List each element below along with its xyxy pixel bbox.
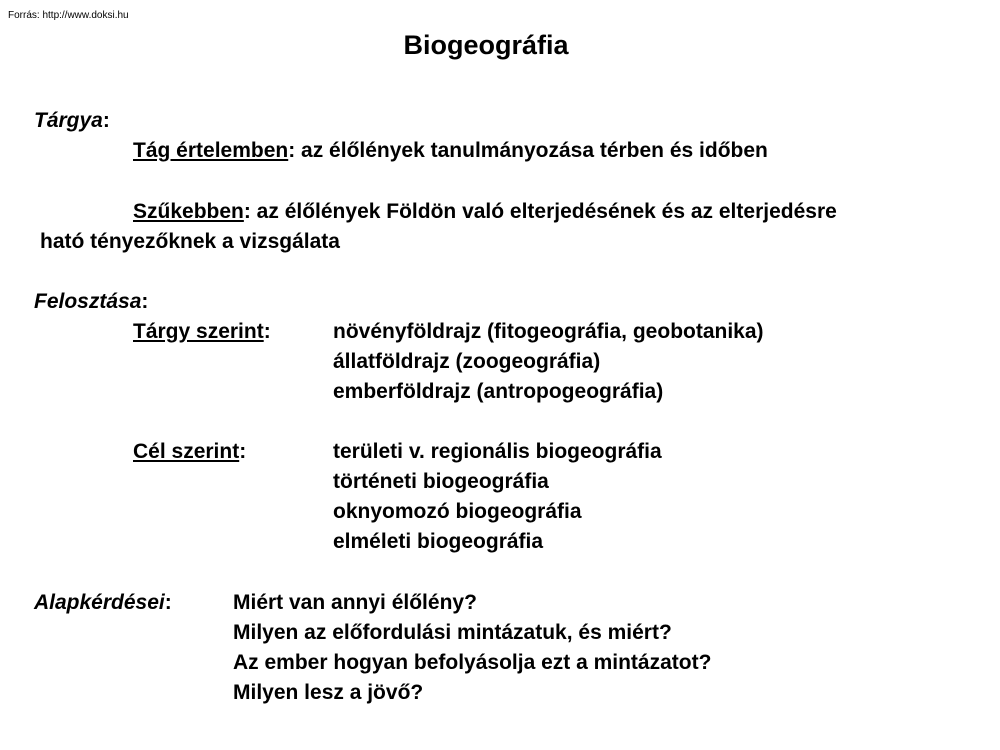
targya-heading — [34, 106, 110, 136]
alapkerdesei-heading-colon: : — [164, 591, 172, 614]
szukebben-text: : az élőlények Földön való elterjedésének és az elterjedésre — [243, 200, 837, 223]
alapkerdes-item: Milyen az előfordulási mintázatuk, és miért? — [233, 621, 672, 644]
targya-tag-line — [133, 136, 768, 166]
targy-szerint-label-line — [133, 317, 271, 347]
alapkerdes-item: Miért van annyi élőlény? — [233, 591, 477, 614]
source-note: Forrás: http://www.doksi.hu — [8, 10, 129, 21]
szukebben-label: Szűkebben — [133, 200, 244, 223]
alapkerdes-item: Milyen lesz a jövő? — [233, 681, 424, 704]
targy-szerint-colon: : — [263, 320, 271, 343]
cel-szerint-item: történeti biogeográfia — [333, 470, 549, 493]
targy-szerint-item: emberföldrajz (antropogeográfia) — [333, 380, 664, 403]
targya-szuk-line — [133, 197, 837, 227]
cel-szerint-colon: : — [239, 440, 247, 463]
felosztasa-heading — [34, 287, 148, 317]
felosztasa-heading-colon: : — [141, 290, 149, 313]
tag-ertelemben-text: : az élőlények tanulmányozása térben és időben — [288, 139, 768, 162]
szukebben-text-continued: ható tényezőknek a vizsgálata — [40, 230, 340, 253]
alapkerdesei-heading — [34, 588, 172, 618]
cel-szerint-item: elméleti biogeográfia — [333, 530, 544, 553]
alapkerdesei-heading-label: Alapkérdései — [34, 591, 165, 614]
targya-heading-label: Tárgya — [34, 109, 103, 132]
targy-szerint-label: Tárgy szerint — [133, 320, 264, 343]
felosztasa-heading-label: Felosztása — [34, 290, 142, 313]
alapkerdes-item: Az ember hogyan befolyásolja ezt a mintázatot? — [233, 651, 712, 674]
tag-ertelemben-label: Tág értelemben — [133, 139, 289, 162]
targy-szerint-item: állatföldrajz (zoogeográfia) — [333, 350, 601, 373]
page-title: Biogeográfia — [403, 30, 569, 60]
cel-szerint-label-line — [133, 437, 246, 467]
targy-szerint-item: növényföldrajz (fitogeográfia, geobotanika) — [333, 320, 764, 343]
cel-szerint-item: területi v. regionális biogeográfia — [333, 440, 662, 463]
targya-heading-colon: : — [102, 109, 110, 132]
cel-szerint-item: oknyomozó biogeográfia — [333, 500, 582, 523]
cel-szerint-label: Cél szerint — [133, 440, 240, 463]
